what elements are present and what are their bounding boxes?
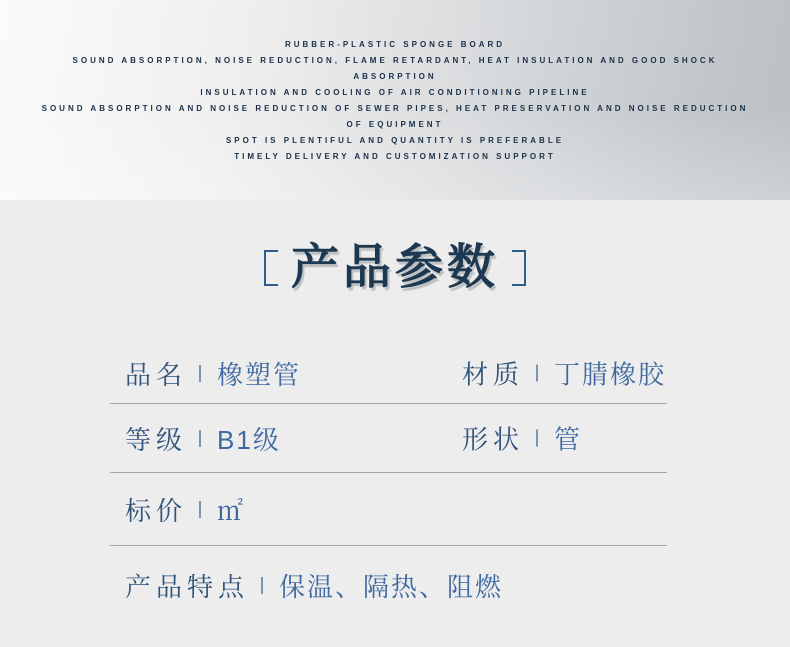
top-banner (0, 0, 790, 200)
vertical-divider (536, 430, 538, 447)
table-row (110, 343, 667, 403)
table-row (110, 404, 667, 472)
table-row (110, 546, 667, 624)
param-pair-product-name (125, 355, 301, 392)
param-label: 标价 (125, 495, 188, 526)
vertical-divider (536, 365, 538, 382)
param-pair-list-price (125, 491, 245, 528)
param-value: ㎡ (217, 495, 246, 526)
param-pair-material (462, 355, 666, 392)
param-value: 管 (554, 424, 583, 455)
banner-tagline-block (0, 0, 790, 165)
vertical-divider (199, 501, 201, 518)
param-label: 等级 (125, 424, 188, 455)
banner-tagline-line: SOUND ABSORPTION AND NOISE REDUCTION OF SEWER PIPES, HEAT PRESERVATION AND NOISE REDUCTION (41, 104, 749, 113)
vertical-divider (199, 430, 201, 447)
banner-tagline-line: SOUND ABSORPTION, NOISE REDUCTION, FLAME RETARDANT, HEAT INSULATION AND GOOD SHOCK (72, 56, 718, 65)
banner-tagline-line: ABSORPTION (353, 72, 437, 81)
vertical-divider (261, 577, 263, 594)
param-label: 形状 (462, 424, 525, 455)
title-section (0, 238, 790, 298)
param-label: 产品特点 (125, 571, 250, 602)
vertical-divider (199, 365, 201, 382)
banner-tagline-line: TIMELY DELIVERY AND CUSTOMIZATION SUPPORT (234, 152, 556, 161)
param-label: 材质 (462, 359, 525, 390)
banner-tagline-line: SPOT IS PLENTIFUL AND QUANTITY IS PREFERABLE (225, 136, 565, 145)
param-value: 丁腈橡胶 (554, 359, 667, 390)
page-title: 产品参数 (290, 241, 499, 294)
param-value: B1级 (217, 424, 281, 455)
left-bracket-decoration (264, 250, 278, 286)
param-value: 橡塑管 (217, 359, 302, 390)
right-bracket-decoration (512, 250, 526, 286)
param-value: 保温、隔热、阻燃 (279, 571, 504, 602)
param-label: 品名 (125, 359, 188, 390)
banner-tagline-line: INSULATION AND COOLING OF AIR CONDITIONING PIPELINE (200, 88, 590, 97)
banner-tagline-line: OF EQUIPMENT (346, 120, 444, 129)
product-parameters-table (110, 343, 667, 624)
param-pair-grade (125, 420, 281, 457)
table-row (110, 473, 667, 545)
param-pair-shape (462, 420, 582, 457)
param-pair-features (125, 567, 503, 604)
banner-tagline-line: RUBBER-PLASTIC SPONGE BOARD (284, 40, 506, 49)
